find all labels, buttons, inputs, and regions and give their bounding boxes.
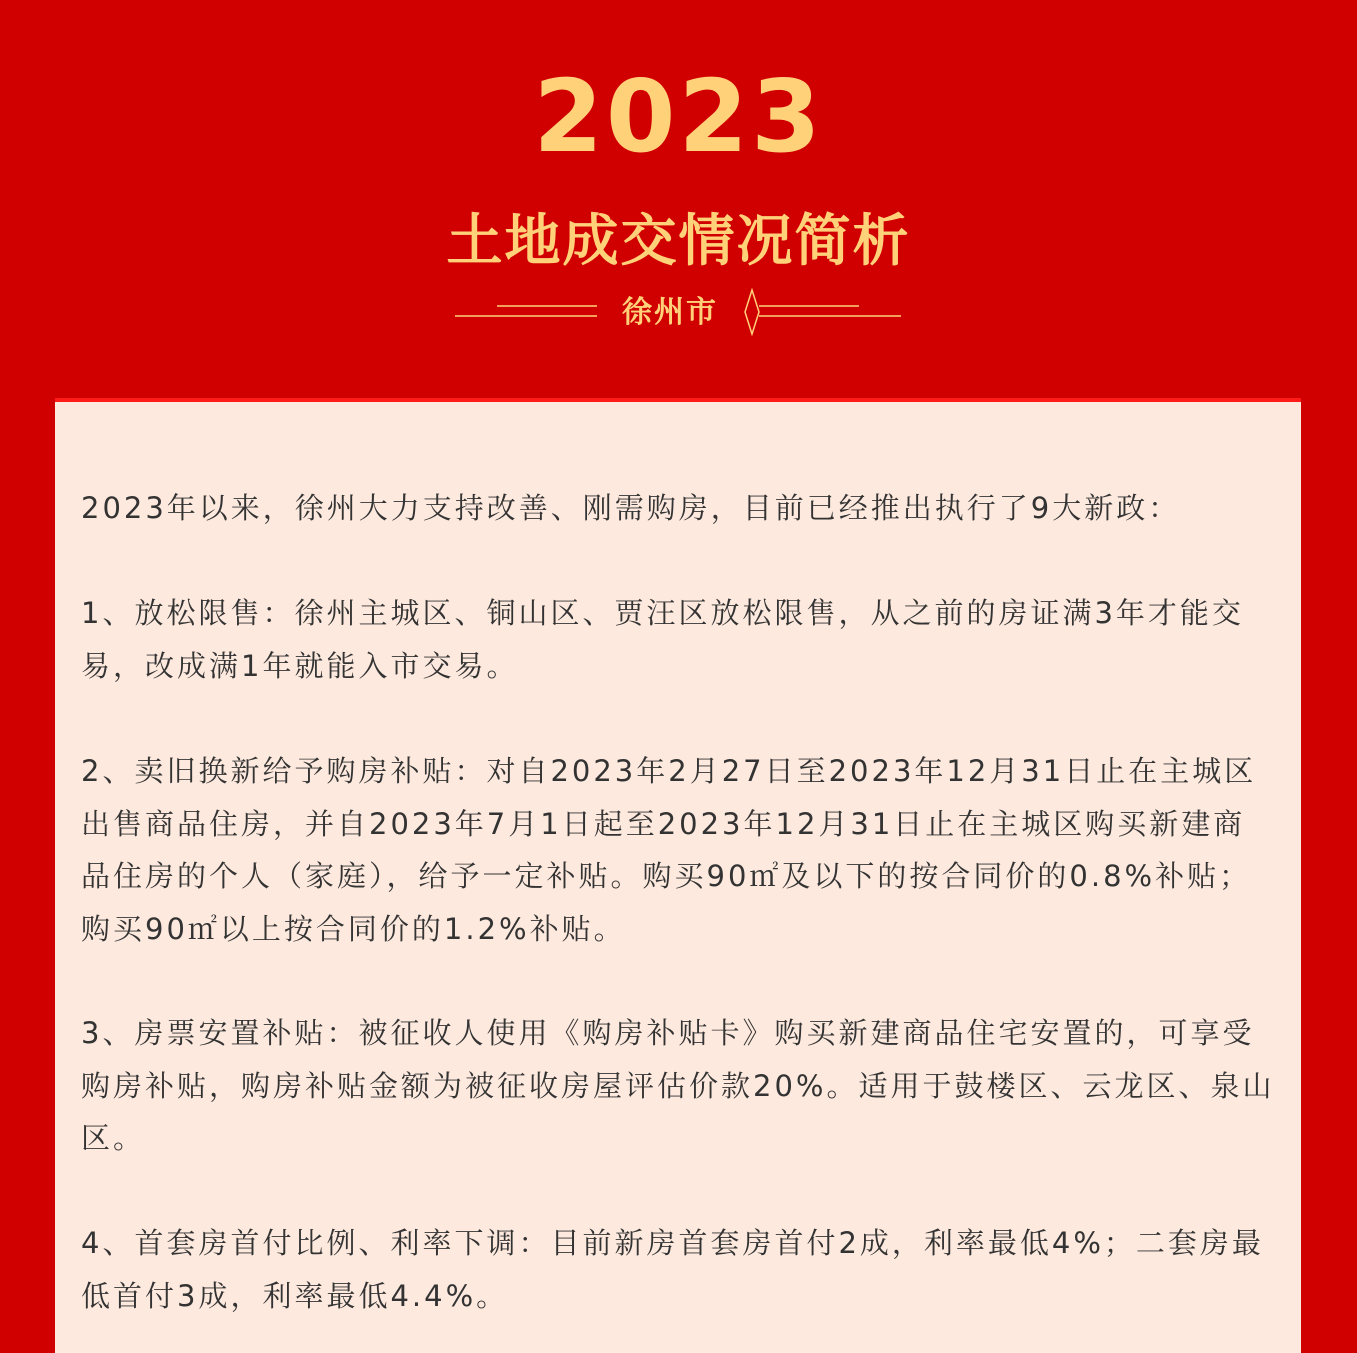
intro-paragraph: 2023年以来，徐州大力支持改善、刚需购房，目前已经推出执行了9大新政： [81,491,1181,525]
policy-item-3: 3、房票安置补贴：被征收人使用《购房补贴卡》购买新建商品住宅安置的，可享受购房补贴，购房补贴金额为被征收房屋评估价款20%。适用于鼓楼区、云龙区、泉山区。 [81,1016,1275,1155]
year-heading: 2023 [533,58,824,175]
policy-item-2: 2、卖旧换新给予购房补贴：对自2023年2月27日至2023年12月31日止在主城区出售商品住房，并自2023年7月1日起至2023年12月31日止在主城区购买新建商品住房的个人（家庭），给予一定补贴。购买90㎡及以下的按合同价的0.8%补贴；购买90㎡以上按合同价的1.2%补贴。 [81,754,1257,946]
page-title: 土地成交情况简析 [446,209,911,274]
policy-item-1: 1、放松限售：徐州主城区、铜山区、贾汪区放松限售，从之前的房证满3年才能交易，改成满1年就能入市交易。 [81,596,1244,683]
content-card [55,398,1301,1353]
policy-item-4: 4、首套房首付比例、利率下调：目前新房首套房首付2成，利率最低4%；二套房最低首付3成，利率最低4.4%。 [81,1226,1264,1313]
city-subtitle-row [455,288,901,338]
city-label: 徐州市 [622,295,718,330]
